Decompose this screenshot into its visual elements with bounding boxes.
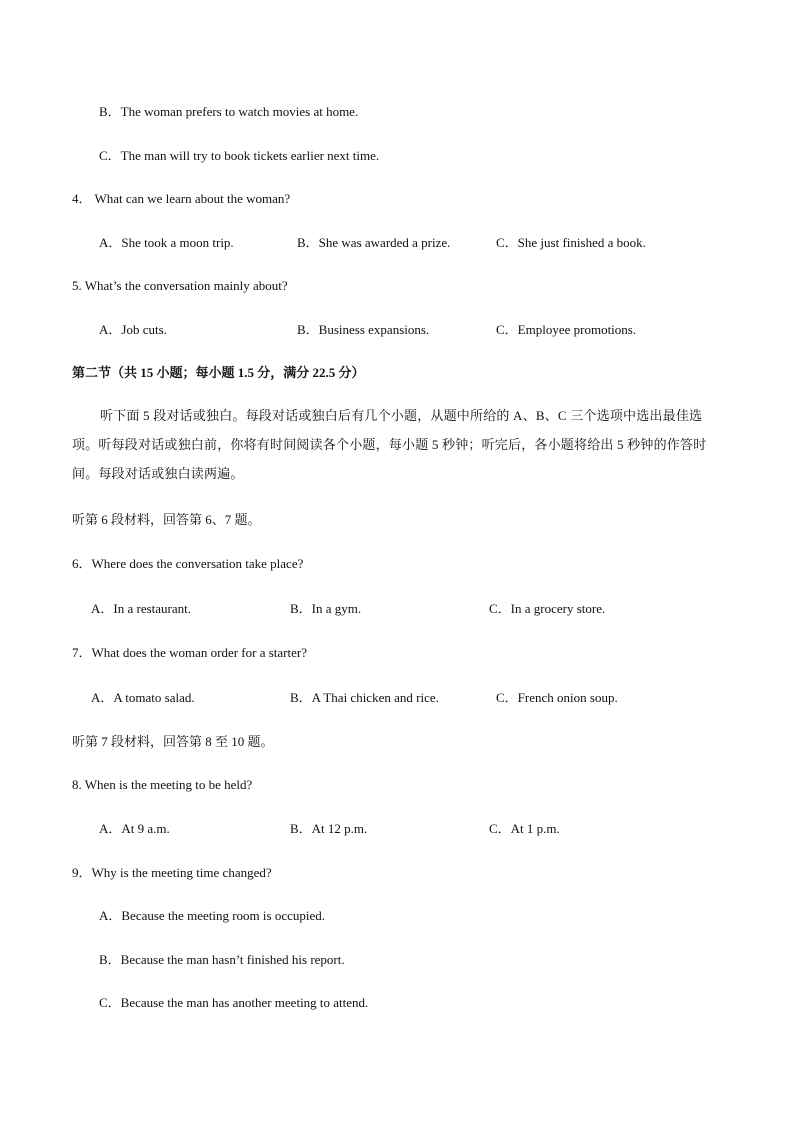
q5-stem: 5. What’s the conversation mainly about? xyxy=(72,278,288,293)
q5-option-b: B．Business expansions. xyxy=(297,322,430,337)
q8-option-a: A．At 9 a.m. xyxy=(99,821,170,836)
q6-option-a: A．In a restaurant. xyxy=(91,601,191,616)
q4-option-b: B．She was awarded a prize. xyxy=(297,235,451,250)
q9-option-c: C．Because the man has another meeting to attend. xyxy=(99,995,369,1010)
q4-option-a: A．She took a moon trip. xyxy=(99,235,234,250)
q9-stem: 9．Why is the meeting time changed? xyxy=(72,865,272,880)
q5-option-a: A．Job cuts. xyxy=(99,322,167,337)
q5-option-c: C．Employee promotions. xyxy=(496,322,637,337)
q7-stem: 7．What does the woman order for a starter? xyxy=(72,645,307,660)
q9-option-a: A．Because the meeting room is occupied. xyxy=(99,908,325,923)
q9-option-b: B．Because the man hasn’t finished his report. xyxy=(99,952,345,967)
q8-option-c: C．At 1 p.m. xyxy=(489,821,560,836)
q7-option-b: B．A Thai chicken and rice. xyxy=(290,690,439,705)
q6-option-c: C．In a grocery store. xyxy=(489,601,606,616)
q3-option-c: C．The man will try to book tickets earlier next time. xyxy=(99,148,380,163)
material-6-note: 听第 6 段材料，回答第 6、7 题。 xyxy=(72,512,261,527)
q7-option-c: C．French onion soup. xyxy=(496,690,618,705)
q6-stem: 6．Where does the conversation take place? xyxy=(72,556,304,571)
q8-option-b: B．At 12 p.m. xyxy=(290,821,368,836)
q6-option-b: B．In a gym. xyxy=(290,601,362,616)
section2-instructions: 听下面 5 段对话或独白。每段对话或独白后有几个小题，从题中所给的 A、B、C 三个选项中选出最佳选项。听每段对话或独白前，你将有时间阅读各个小题，每小题 5 秒钟；听完后，各小题将给出 5 秒钟的作答时间。每段对话或独白读两遍。 xyxy=(72,408,707,481)
q4-stem: 4． What can we learn about the woman? xyxy=(72,191,291,206)
q4-option-c: C．She just finished a book. xyxy=(496,235,646,250)
q3-option-b: B．The woman prefers to watch movies at home. xyxy=(99,104,359,119)
material-7-note: 听第 7 段材料，回答第 8 至 10 题。 xyxy=(72,734,274,749)
q8-stem: 8. When is the meeting to be held? xyxy=(72,777,253,792)
q7-option-a: A．A tomato salad. xyxy=(91,690,195,705)
section2-heading: 第二节（共 15 小题；每小题 1.5 分，满分 22.5 分） xyxy=(72,365,365,380)
